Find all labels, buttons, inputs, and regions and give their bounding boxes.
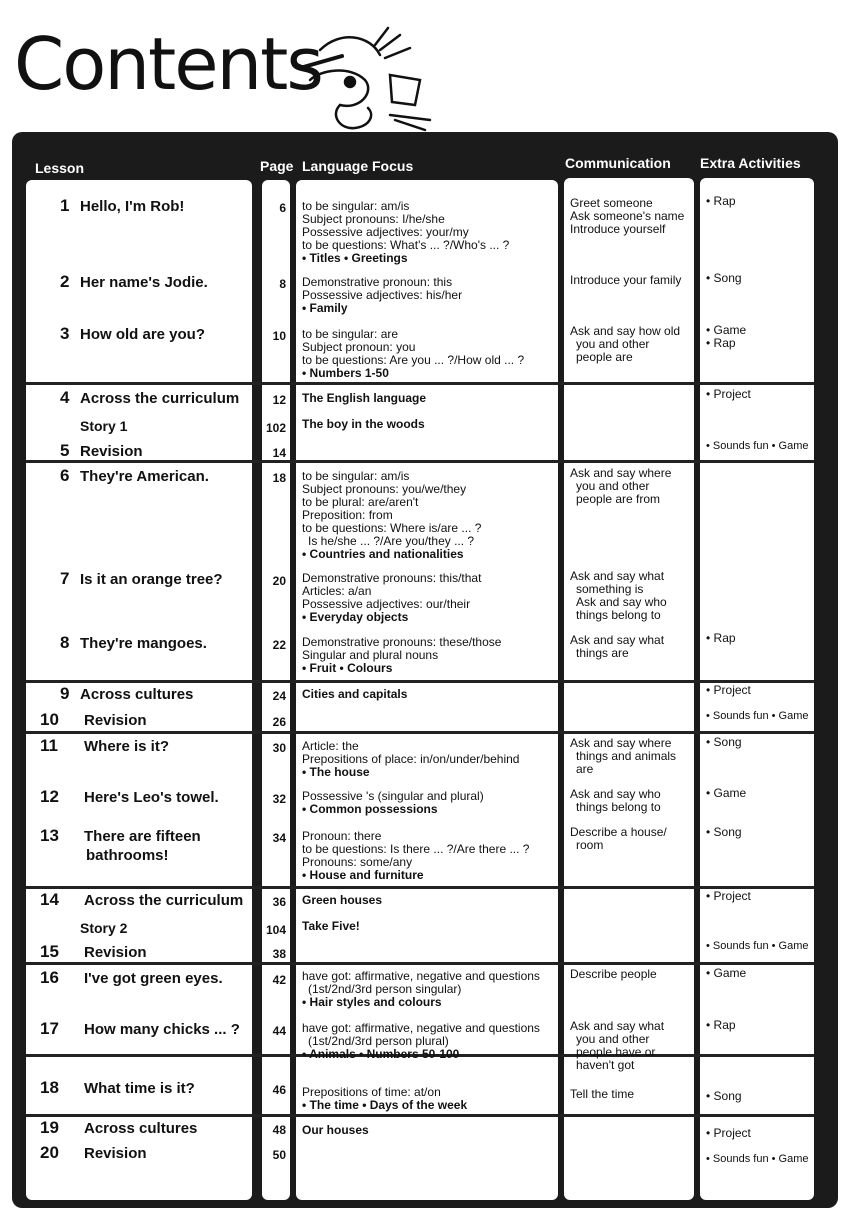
lesson-number: 9	[60, 684, 70, 703]
page-number: 104	[265, 923, 286, 937]
lesson-number: 10	[40, 710, 59, 729]
communication-line: things are	[576, 646, 629, 660]
header-communication: Communication	[565, 155, 671, 171]
communication-line: room	[576, 838, 604, 852]
communication-line: something is	[576, 582, 644, 596]
language-focus-line: Is he/she ... ?/Are you/they ... ?	[308, 534, 475, 548]
language-focus-line: The English language	[302, 391, 427, 405]
language-focus-line: Take Five!	[302, 919, 360, 933]
lesson-title: How old are you?	[80, 326, 206, 343]
lesson-title: Story 1	[80, 418, 128, 434]
communication-line: Ask and say where	[570, 466, 672, 480]
language-focus-line: • Fruit • Colours	[302, 661, 393, 675]
lesson-number: 7	[60, 569, 70, 588]
lesson-title: How many chicks ... ?	[84, 1021, 240, 1038]
communication-line: Ask and say who	[570, 787, 661, 801]
communication-line: you and other	[576, 1032, 650, 1046]
communication-line: Ask someone's name	[570, 209, 685, 223]
communication-line: are	[576, 762, 594, 776]
communication-line: you and other	[576, 337, 650, 351]
lesson-number: 18	[40, 1078, 59, 1097]
language-focus-line: to be questions: Are you ... ?/How old ... ?	[302, 353, 525, 367]
language-focus-line: The boy in the woods	[302, 417, 425, 431]
lesson-title: Revision	[84, 944, 147, 961]
language-focus-line: to be singular: am/is	[302, 469, 410, 483]
lesson-number: 20	[40, 1143, 59, 1162]
extra-activity: • Project	[706, 1126, 751, 1140]
communication-line: you and other	[576, 479, 650, 493]
page-number: 6	[279, 201, 286, 215]
language-focus-line: • House and furniture	[302, 868, 424, 882]
language-focus-line: (1st/2nd/3rd person plural)	[308, 1034, 449, 1048]
language-focus-line: Demonstrative pronouns: these/those	[302, 635, 502, 649]
communication-line: Ask and say what	[570, 633, 665, 647]
language-focus-line: • Hair styles and colours	[302, 995, 442, 1009]
extra-activity: • Sounds fun • Game	[706, 1153, 809, 1165]
extra-activity: • Song	[706, 271, 742, 285]
lesson-number: 2	[60, 272, 70, 291]
lesson-title: Here's Leo's towel.	[84, 789, 219, 806]
language-focus-line: Prepositions of place: in/on/under/behind	[302, 752, 520, 766]
lesson-title: Across cultures	[80, 686, 194, 703]
contents-title: Contents	[14, 22, 322, 106]
lesson-number: 6	[60, 466, 70, 485]
communication-line: Describe people	[570, 967, 657, 981]
group-divider	[26, 962, 814, 965]
lesson-number: 16	[40, 968, 59, 987]
header-page: Page	[260, 158, 294, 174]
lesson-title: Where is it?	[84, 738, 170, 755]
language-focus-line: Our houses	[302, 1123, 369, 1137]
language-focus-line: have got: affirmative, negative and questions	[302, 969, 540, 983]
lesson-number: 8	[60, 633, 70, 652]
language-focus-line: Subject pronoun: you	[302, 340, 416, 354]
communication-line: Ask and say what	[570, 569, 665, 583]
language-focus-line: have got: affirmative, negative and questions	[302, 1021, 540, 1035]
page-number: 20	[272, 574, 286, 588]
lesson-title: Revision	[80, 443, 143, 460]
group-divider	[26, 886, 814, 889]
extra-activity: • Game	[706, 323, 747, 337]
extra-activity: • Rap	[706, 631, 736, 645]
communication-line: Ask and say where	[570, 736, 672, 750]
communication-line: Ask and say who	[576, 595, 667, 609]
lesson-title: Across cultures	[84, 1120, 198, 1137]
lesson-title: Hello, I'm Rob!	[80, 198, 185, 215]
language-focus-line: • Everyday objects	[302, 610, 409, 624]
communication-line: haven't got	[576, 1058, 635, 1072]
language-focus-line: Possessive adjectives: our/their	[302, 597, 471, 611]
language-focus-line: Cities and capitals	[302, 687, 408, 701]
communication-line: people have or	[576, 1045, 656, 1059]
page-number: 102	[265, 421, 286, 435]
language-focus-line: Article: the	[302, 739, 359, 753]
group-divider	[26, 460, 814, 463]
extra-activity: • Project	[706, 683, 751, 697]
language-focus-line: to be singular: are	[302, 327, 399, 341]
lesson-title: Across the curriculum	[84, 892, 244, 909]
language-focus-line: to be singular: am/is	[302, 199, 410, 213]
group-divider	[26, 1114, 814, 1117]
language-focus-line: • The time • Days of the week	[302, 1098, 468, 1112]
lesson-number: 4	[60, 388, 70, 407]
communication-line: Greet someone	[570, 196, 653, 210]
page-number: 18	[272, 471, 286, 485]
language-focus-line: Green houses	[302, 893, 383, 907]
group-divider	[26, 731, 814, 734]
extra-activity: • Song	[706, 735, 742, 749]
language-focus-line: • Countries and nationalities	[302, 547, 464, 561]
page-number: 22	[272, 638, 286, 652]
lesson-number: 17	[40, 1019, 59, 1038]
language-focus-line: Pronoun: there	[302, 829, 382, 843]
communication-line: Ask and say how old	[570, 324, 681, 338]
header-lesson: Lesson	[35, 160, 85, 176]
language-focus-line: Prepositions of time: at/on	[302, 1085, 441, 1099]
page-number: 44	[272, 1024, 286, 1038]
language-focus-line: Articles: a/an	[302, 584, 372, 598]
lesson-number: 5	[60, 441, 70, 460]
communication-line: Tell the time	[570, 1087, 635, 1101]
language-focus-line: to be questions: Where is/are ... ?	[302, 521, 482, 535]
lesson-number: 1	[60, 196, 70, 215]
lesson-title: There are fifteen	[84, 828, 201, 845]
lesson-number: 12	[40, 787, 59, 806]
page-number: 12	[272, 393, 286, 407]
communication-line: things and animals	[576, 749, 677, 763]
communication-line: people are from	[576, 492, 661, 506]
language-focus-line: Possessive adjectives: his/her	[302, 288, 463, 302]
communication-line: things belong to	[576, 800, 661, 814]
language-focus-line: Singular and plural nouns	[302, 648, 439, 662]
extra-activity: • Sounds fun • Game	[706, 940, 809, 952]
language-focus-line: Possessive adjectives: your/my	[302, 225, 469, 239]
extra-activity: • Rap	[706, 1018, 736, 1032]
lesson-number: 14	[40, 890, 59, 909]
lesson-number: 13	[40, 826, 59, 845]
lesson-title: Her name's Jodie.	[80, 274, 208, 291]
lesson-title: Story 2	[80, 920, 128, 936]
extra-activity: • Game	[706, 966, 747, 980]
communication-line: Introduce yourself	[570, 222, 666, 236]
extra-activity: • Sounds fun • Game	[706, 440, 809, 452]
lesson-title: Revision	[84, 1145, 147, 1162]
language-focus-line: Pronouns: some/any	[302, 855, 413, 869]
language-focus-line: to be questions: Is there ... ?/Are there ... ?	[302, 842, 530, 856]
communication-line: Describe a house/	[570, 825, 667, 839]
page-number: 26	[272, 715, 286, 729]
page-number: 38	[272, 947, 286, 961]
lesson-number: 15	[40, 942, 59, 961]
group-divider	[26, 382, 814, 385]
language-focus-line: Demonstrative pronouns: this/that	[302, 571, 482, 585]
page-number: 48	[272, 1123, 286, 1137]
lesson-title: Across the curriculum	[80, 390, 240, 407]
extra-activity: • Sounds fun • Game	[706, 710, 809, 722]
lesson-title: Revision	[84, 712, 147, 729]
lesson-title-line2: bathrooms!	[86, 847, 169, 864]
page-number: 8	[279, 277, 286, 291]
page-number: 24	[272, 689, 286, 703]
communication-line: things belong to	[576, 608, 661, 622]
extra-activity: • Song	[706, 1089, 742, 1103]
language-focus-line: • Animals • Numbers 50-100	[302, 1047, 460, 1061]
header-language-focus: Language Focus	[302, 158, 414, 174]
language-focus-line: Possessive 's (singular and plural)	[302, 789, 484, 803]
mascot-illustration	[280, 20, 440, 140]
extra-activity: • Project	[706, 889, 751, 903]
language-focus-line: to be questions: What's ... ?/Who's ... ?	[302, 238, 510, 252]
lesson-title: Is it an orange tree?	[80, 571, 223, 588]
page-number: 30	[272, 741, 286, 755]
extra-activity: • Project	[706, 387, 751, 401]
extra-activity: • Game	[706, 786, 747, 800]
extra-activity: • Song	[706, 825, 742, 839]
page-number: 36	[272, 895, 286, 909]
lesson-title: They're mangoes.	[80, 635, 207, 652]
extra-activity: • Rap	[706, 194, 736, 208]
language-focus-line: to be plural: are/aren't	[302, 495, 419, 509]
language-focus-line: Demonstrative pronoun: this	[302, 275, 453, 289]
language-focus-line: Subject pronouns: I/he/she	[302, 212, 445, 226]
page-number: 50	[272, 1148, 286, 1162]
communication-line: Ask and say what	[570, 1019, 665, 1033]
language-focus-line: • Numbers 1-50	[302, 366, 389, 380]
communication-line: people are	[576, 350, 633, 364]
language-focus-line: (1st/2nd/3rd person singular)	[308, 982, 462, 996]
lesson-title: I've got green eyes.	[84, 970, 223, 987]
extra-activity: • Rap	[706, 336, 736, 350]
page-number: 34	[272, 831, 286, 845]
lesson-number: 19	[40, 1118, 59, 1137]
lesson-number: 11	[40, 736, 58, 755]
page-number: 42	[272, 973, 286, 987]
lesson-title: They're American.	[80, 468, 209, 485]
language-focus-line: • The house	[302, 765, 370, 779]
language-focus-line: • Common possessions	[302, 802, 438, 816]
communication-line: Introduce your family	[570, 273, 682, 287]
page-number: 10	[272, 329, 286, 343]
language-focus-line: • Family	[302, 301, 348, 315]
language-focus-line: • Titles • Greetings	[302, 251, 408, 265]
lesson-number: 3	[60, 324, 70, 343]
page-number: 14	[272, 446, 286, 460]
page-number: 32	[272, 792, 286, 806]
page-number: 46	[272, 1083, 286, 1097]
language-focus-line: Preposition: from	[302, 508, 393, 522]
header-extra-activities: Extra Activities	[700, 155, 801, 171]
lesson-title: What time is it?	[84, 1080, 195, 1097]
language-focus-line: Subject pronouns: you/we/they	[302, 482, 467, 496]
group-divider	[26, 680, 814, 683]
